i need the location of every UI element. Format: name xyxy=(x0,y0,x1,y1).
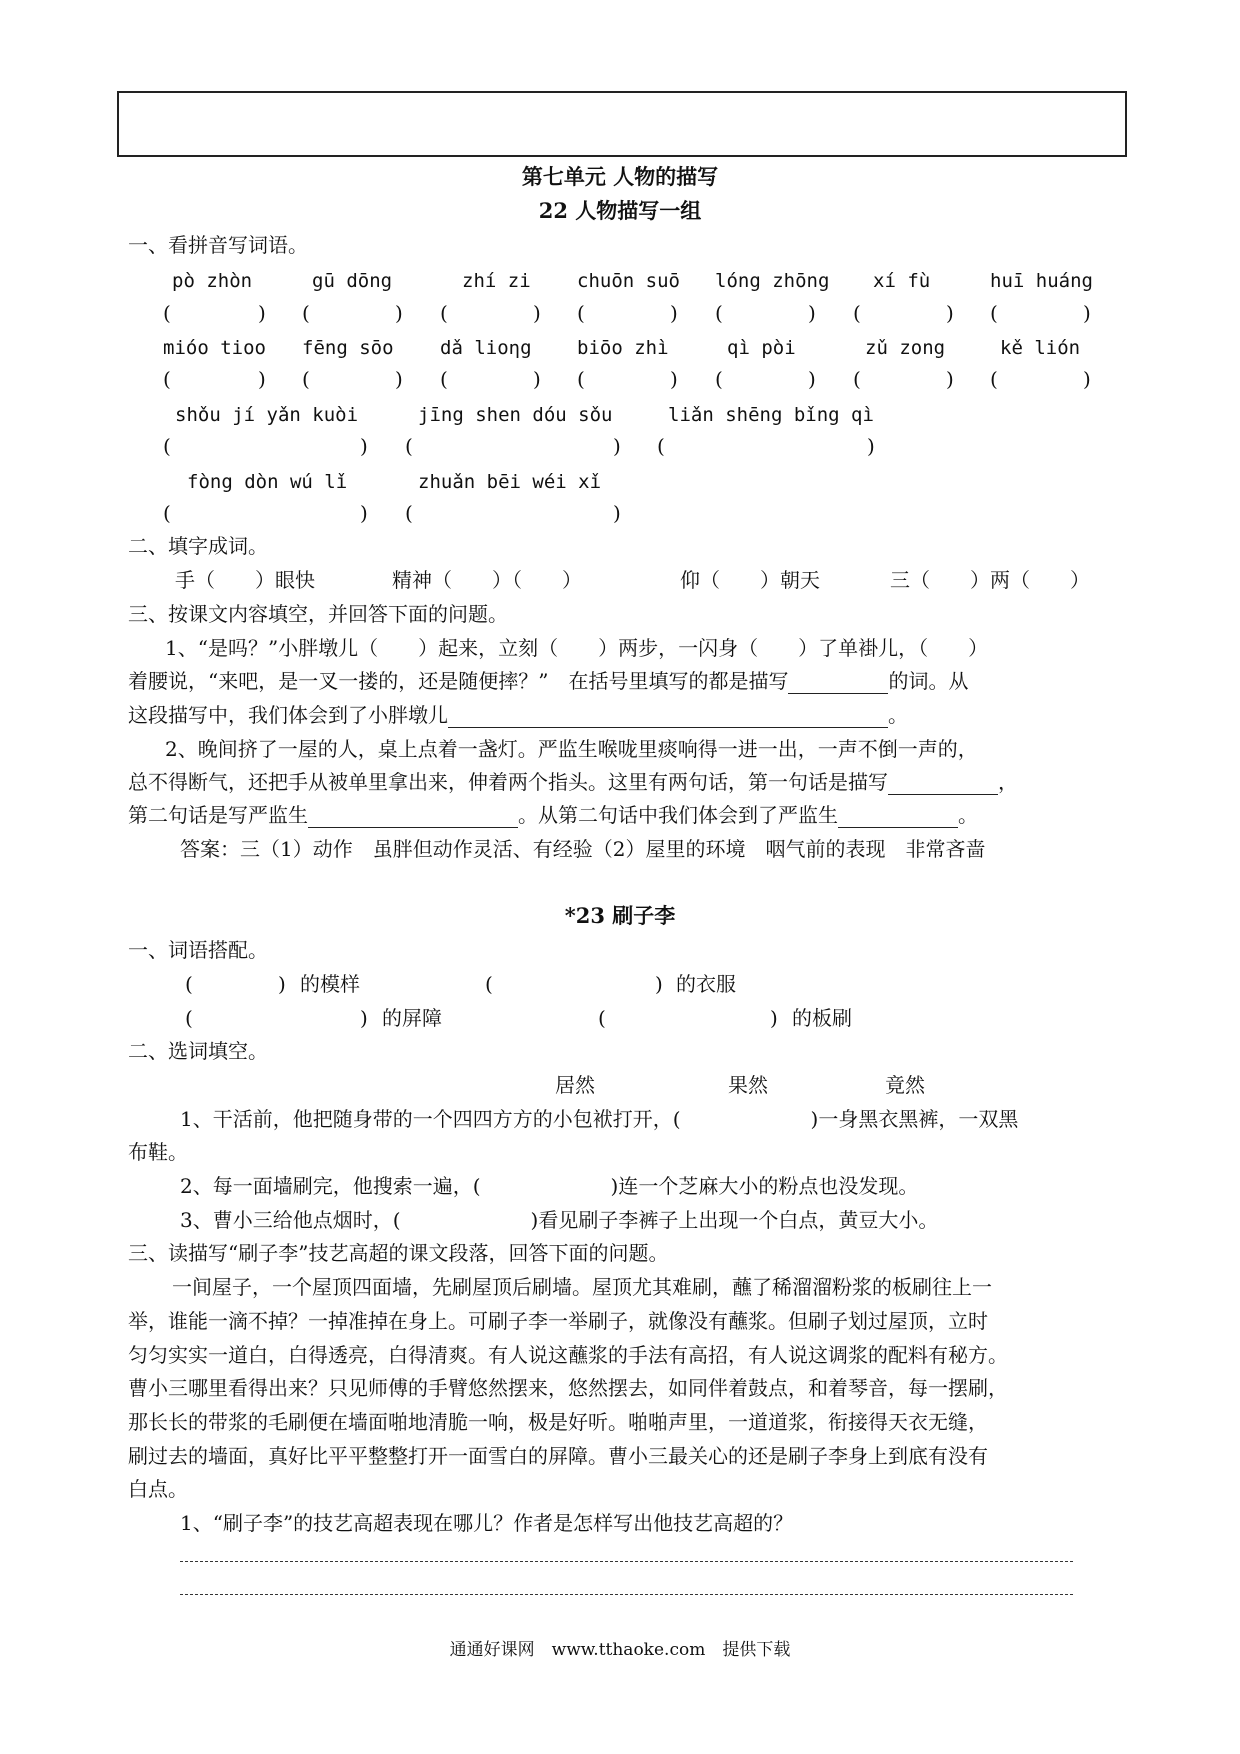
blank-close: ) xyxy=(946,301,954,325)
word-choice: 竟然 xyxy=(885,1073,925,1097)
lesson23-section2-heading: 二、选词填空。 xyxy=(128,1039,268,1063)
choice-question-text: )连一个芝麻大小的粉点也没发现。 xyxy=(610,1174,919,1198)
footer-text: 通通好课网 www.tthaoke.com 提供下载 xyxy=(449,1640,791,1660)
question-1-line-2 xyxy=(128,668,968,694)
match-item: 的模样 xyxy=(300,972,360,996)
answer-line[interactable] xyxy=(180,1561,1073,1562)
question-2-text: 第二句话是写严监生 xyxy=(128,803,308,827)
lesson23-title: *23 刷子李 xyxy=(564,903,676,928)
answer-blank[interactable] xyxy=(448,705,888,728)
pinyin-item: qì pòi xyxy=(727,337,796,359)
blank-close: ) xyxy=(395,367,403,391)
blank-open[interactable]: ( xyxy=(715,301,723,325)
blank-open[interactable]: ( xyxy=(577,367,585,391)
passage-line: 举，谁能一滴不掉？一掉准掉在身上。可刷子李一举刷子，就像没有蘸浆。但刷子划过屋顶，立时 xyxy=(128,1309,988,1333)
blank-open[interactable]: ( xyxy=(990,367,998,391)
fill-word-item: 手（ ）眼快 xyxy=(175,568,315,592)
passage-line: 白点。 xyxy=(128,1477,188,1501)
word-choice: 果然 xyxy=(728,1073,768,1097)
pinyin-item: pò zhòn xyxy=(172,270,253,292)
lesson22-section2-heading: 二、填字成词。 xyxy=(128,534,268,558)
passage-line: 一间屋子，一个屋顶四面墙，先刷屋顶后刷墙。屋顶尤其难刷，蘸了稀溜溜粉浆的板刷往上一 xyxy=(172,1275,992,1299)
blank-close: ) xyxy=(258,367,266,391)
pinyin-item: zhuǎn bēi wéi xǐ xyxy=(418,471,602,493)
fill-word-item: 三（ ）两（ ） xyxy=(890,568,1090,592)
answer-line[interactable] xyxy=(180,1594,1073,1595)
answer-blank[interactable] xyxy=(308,805,518,828)
blank-close: ) xyxy=(360,434,368,458)
blank-open[interactable]: ( xyxy=(990,301,998,325)
lesson23-section3-heading: 三、读描写“刷子李”技艺高超的课文段落，回答下面的问题。 xyxy=(128,1241,669,1265)
choice-question-2 xyxy=(180,1173,918,1199)
choice-question-text: )一身黑衣黑裤，一双黑 xyxy=(810,1107,1019,1131)
blank-close: ) xyxy=(360,501,368,525)
fill-word-item: 仰（ ）朝天 xyxy=(680,568,820,592)
passage-line: 匀匀实实一道白，白得透亮，白得清爽。有人说这蘸浆的手法有高招，有人说这调浆的配料有秘方。 xyxy=(128,1343,1008,1367)
blank-open[interactable]: ( xyxy=(185,972,193,996)
blank-open[interactable]: ( xyxy=(715,367,723,391)
blank-open[interactable]: ( xyxy=(440,367,448,391)
blank-close: ) xyxy=(395,301,403,325)
blank-open[interactable]: ( xyxy=(440,301,448,325)
blank-close: ) xyxy=(670,301,678,325)
choice-question-3 xyxy=(180,1207,938,1233)
answer-blank[interactable] xyxy=(888,772,998,795)
blank-open[interactable]: ( xyxy=(302,301,310,325)
pinyin-item: lóng zhōng xyxy=(715,270,830,292)
passage-question: 1、“刷子李”的技艺高超表现在哪儿？作者是怎样写出他技艺高超的？ xyxy=(180,1511,794,1535)
blank-close: ) xyxy=(1083,367,1091,391)
unit-title: 第七单元 人物的描写 xyxy=(521,164,719,189)
question-1-text: 。 xyxy=(888,703,908,727)
question-2-text: 。从第二句话中我们体会到了严监生 xyxy=(518,803,838,827)
blank-open[interactable]: ( xyxy=(163,301,171,325)
blank-close: ) xyxy=(655,972,663,996)
blank-open[interactable]: ( xyxy=(185,1006,193,1030)
pinyin-item: shǒu jí yǎn kuòi xyxy=(175,404,359,426)
blank-open[interactable]: ( xyxy=(163,501,171,525)
pinyin-item: liǎn shēng bǐng qì xyxy=(668,404,874,426)
pinyin-item: zǔ zong xyxy=(865,337,946,359)
passage-line: 曹小三哪里看得出来？只见师傅的手臂悠然摆来，悠然摆去，如同伴着鼓点，和着琴音，每一摆刷， xyxy=(128,1376,1008,1400)
header-box xyxy=(117,91,1127,157)
passage-line: 刷过去的墙面，真好比平平整整打开一面雪白的屏障。曹小三最关心的还是刷子李身上到底有没有 xyxy=(128,1444,988,1468)
choice-question-text: 1、干活前，他把随身带的一个四四方方的小包袱打开，( xyxy=(180,1107,681,1131)
answer-blank[interactable] xyxy=(838,805,958,828)
choice-question-1-cont: 布鞋。 xyxy=(128,1140,188,1164)
choice-question-text: )看见刷子李裤子上出现一个白点，黄豆大小。 xyxy=(530,1208,939,1232)
blank-open[interactable]: ( xyxy=(405,434,413,458)
blank-open[interactable]: ( xyxy=(577,301,585,325)
blank-open[interactable]: ( xyxy=(657,434,665,458)
answer-key: 答案：三（1）动作 虽胖但动作灵活、有经验（2）屋里的环境 咽气前的表现 非常吝啬 xyxy=(180,837,986,861)
pinyin-item: kě lión xyxy=(1000,337,1081,359)
question-1-text: 的词。从 xyxy=(888,669,969,693)
blank-open[interactable]: ( xyxy=(405,501,413,525)
blank-close: ) xyxy=(670,367,678,391)
blank-close: ) xyxy=(360,1006,368,1030)
choice-question-text: 3、曹小三给他点烟时，( xyxy=(180,1208,401,1232)
match-item: 的屏障 xyxy=(382,1006,442,1030)
question-2-text: 。 xyxy=(958,803,978,827)
passage-line: 那长长的带浆的毛刷便在墙面啪地清脆一响，极是好听。啪啪声里，一道道浆，衔接得天衣无缝， xyxy=(128,1410,988,1434)
blank-open[interactable]: ( xyxy=(598,1006,606,1030)
blank-close: ) xyxy=(613,501,621,525)
match-item: 的板刷 xyxy=(792,1006,852,1030)
blank-close: ) xyxy=(613,434,621,458)
pinyin-item: gū dōng xyxy=(312,270,393,292)
choice-question-text: 2、每一面墙刷完，他搜索一遍，( xyxy=(180,1174,481,1198)
question-1-text: 这段描写中，我们体会到了小胖墩儿 xyxy=(128,703,448,727)
pinyin-item: xí fù xyxy=(873,270,931,292)
question-1-line-3 xyxy=(128,702,908,728)
pinyin-item: huī huáng xyxy=(990,270,1093,292)
blank-close: ) xyxy=(808,367,816,391)
question-2-line-3 xyxy=(128,802,978,828)
question-2-text: 总不得断气，还把手从被单里拿出来，伸着两个指头。这里有两句话，第一句话是描写 xyxy=(128,770,888,794)
lesson23-section1-heading: 一、词语搭配。 xyxy=(128,938,268,962)
blank-open[interactable]: ( xyxy=(163,367,171,391)
blank-close: ) xyxy=(1083,301,1091,325)
pinyin-item: dǎ lioηg xyxy=(440,337,532,359)
pinyin-item: jīng shen dóu sǒu xyxy=(418,404,613,426)
answer-blank[interactable] xyxy=(788,671,888,694)
pinyin-item: fēng sōo xyxy=(302,337,394,359)
question-2-line-1: 2、晚间挤了一屋的人，桌上点着一盏灯。严监生喉咙里痰响得一进一出，一声不倒一声的， xyxy=(165,737,978,761)
match-item: 的衣服 xyxy=(676,972,736,996)
blank-close: ) xyxy=(258,301,266,325)
blank-close: ) xyxy=(808,301,816,325)
choice-question-1 xyxy=(180,1106,1018,1132)
question-2-line-2 xyxy=(128,769,1018,795)
word-choice: 居然 xyxy=(555,1073,595,1097)
question-2-text: ， xyxy=(998,770,1018,794)
blank-close: ) xyxy=(278,972,286,996)
blank-open[interactable]: ( xyxy=(853,301,861,325)
pinyin-item: fòng dòn wú lǐ xyxy=(187,471,348,493)
pinyin-item: chuōn suō xyxy=(577,270,680,292)
question-1-line-1: 1、“是吗？”小胖墩儿（ ）起来，立刻（ ）两步，一闪身（ ）了单褂儿，（ ） xyxy=(165,636,989,660)
pinyin-item: zhí zi xyxy=(462,270,531,292)
pinyin-item: biōo zhì xyxy=(577,337,669,359)
lesson22-title: 22 人物描写一组 xyxy=(538,198,702,223)
blank-close: ) xyxy=(770,1006,778,1030)
question-1-text: 着腰说，“来吧，是一叉一搂的，还是随便摔？” 在括号里填写的都是描写 xyxy=(128,669,789,693)
blank-open[interactable]: ( xyxy=(485,972,493,996)
blank-open[interactable]: ( xyxy=(163,434,171,458)
blank-close: ) xyxy=(946,367,954,391)
fill-word-item: 精神（ ）（ ） xyxy=(392,568,582,592)
blank-open[interactable]: ( xyxy=(302,367,310,391)
lesson22-section3-heading: 三、按课文内容填空，并回答下面的问题。 xyxy=(128,602,508,626)
lesson22-section1-heading: 一、看拼音写词语。 xyxy=(128,233,308,257)
blank-open[interactable]: ( xyxy=(853,367,861,391)
blank-close: ) xyxy=(533,301,541,325)
pinyin-item: mióo tioo xyxy=(163,337,266,359)
blank-close: ) xyxy=(867,434,875,458)
blank-close: ) xyxy=(533,367,541,391)
